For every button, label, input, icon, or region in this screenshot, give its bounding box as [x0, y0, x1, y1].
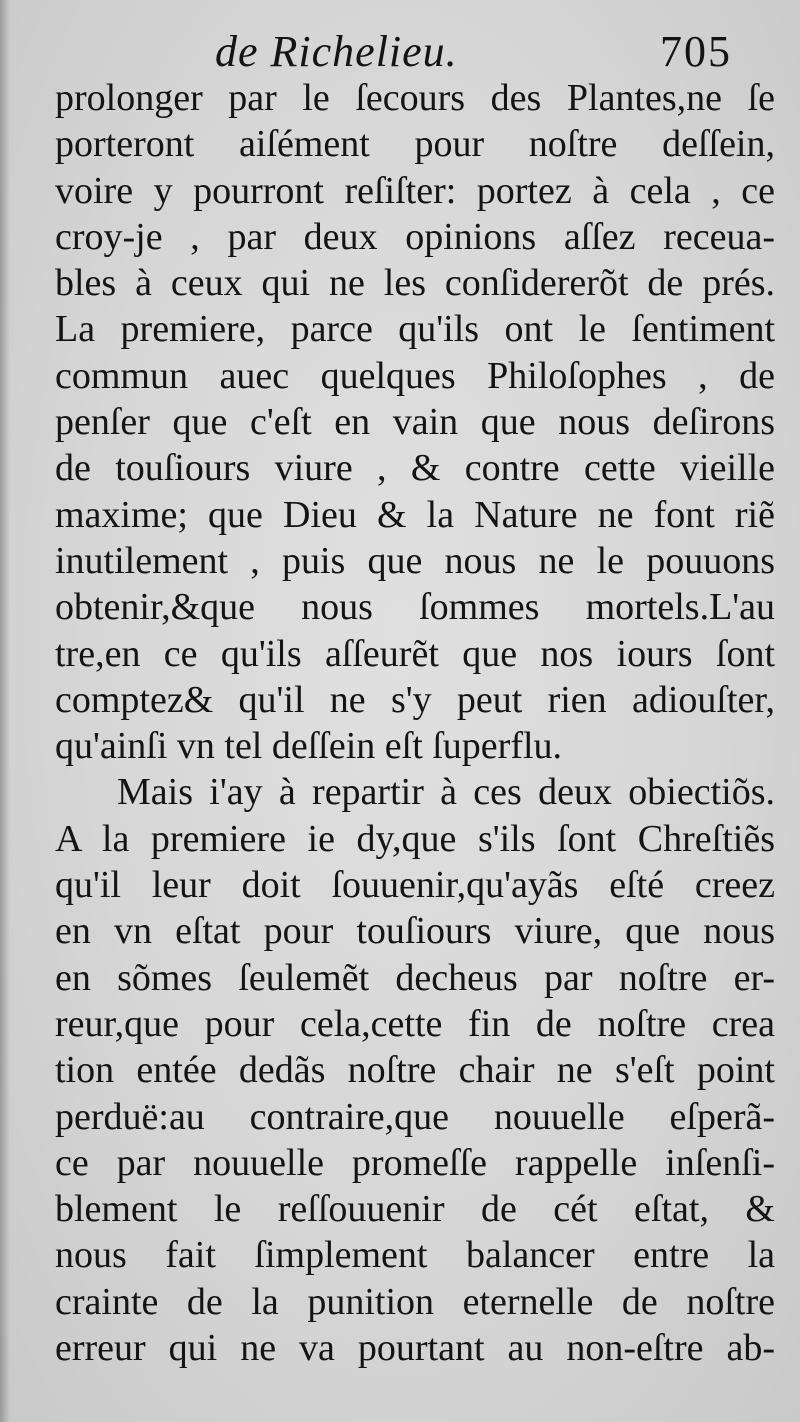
text-line: penſer que c'eſt en vain que nous deſirons [55, 401, 775, 444]
text-line: obtenir,&que nous ſommes mortels.L'au [55, 586, 775, 629]
text-line: blement le reſſouuenir de cét eſtat, & [55, 1188, 775, 1231]
page-number: 705 [660, 27, 732, 76]
text-line: maxime; que Dieu & la Nature ne font riẽ [55, 493, 775, 536]
text-line: croy-je , par deux opinions aſſez receua- [55, 215, 775, 258]
text-line: crainte de la punition eternelle de noſtre [55, 1280, 775, 1323]
text-line: comptez& qu'il ne s'y peut rien adiouſter, [55, 678, 775, 721]
text-line: La premiere, parce qu'ils ont le ſentiment [55, 308, 775, 351]
text-line: prolonger par le ſecours des Plantes,ne ſe [55, 77, 775, 119]
text-line: A la premiere ie dy,que s'ils ſont Chreſtiẽs [55, 817, 775, 860]
text-line: tre,en ce qu'ils aſſeurẽt que nos iours ſont [55, 632, 775, 675]
text-line: porteront aiſément pour noſtre deſſein, [55, 123, 775, 166]
text-line: voire y pourront reſiſter: portez à cela , ce [55, 169, 775, 212]
text-line: nous fait ſimplement balancer entre la [55, 1234, 775, 1277]
text-line: reur,que pour cela,cette fin de noſtre crea [55, 1002, 775, 1045]
text-line: erreur qui ne va pourtant au non-eſtre ab- [55, 1327, 775, 1370]
text-line: perduë:au contraire,que nouuelle eſperã- [55, 1095, 775, 1138]
text-line: ce par nouuelle promeſſe rappelle inſenſi- [55, 1141, 775, 1184]
text-line: qu'ainſi vn tel deſſein eſt ſuperflu. [55, 725, 563, 768]
page-header [0, 22, 800, 82]
text-line: tion entée dedãs noſtre chair ne s'eſt point [55, 1049, 775, 1092]
body-text [55, 75, 775, 1371]
paragraph-1 [55, 75, 775, 769]
text-line: en vn eſtat pour touſiours viure, que nous [55, 910, 775, 953]
text-line: de touſiours viure , & contre cette vieille [55, 447, 775, 490]
text-line: bles à ceux qui ne les conſidererõt de prés. [55, 262, 775, 305]
text-line: en sõmes ſeulemẽt decheus par noſtre er- [55, 956, 775, 999]
running-head: de Richelieu. [215, 27, 458, 76]
paragraph-2 [55, 769, 775, 1371]
text-line: commun auec quelques Philoſophes , de [55, 354, 775, 397]
text-line: inutilement , puis que nous ne le pouuons [55, 539, 775, 582]
text-line: Mais i'ay à repartir à ces deux obiectiõs. [117, 771, 775, 814]
page-gutter-shadow [0, 0, 10, 1422]
text-line: qu'il leur doit ſouuenir,qu'ayãs eſté creez [55, 864, 775, 907]
